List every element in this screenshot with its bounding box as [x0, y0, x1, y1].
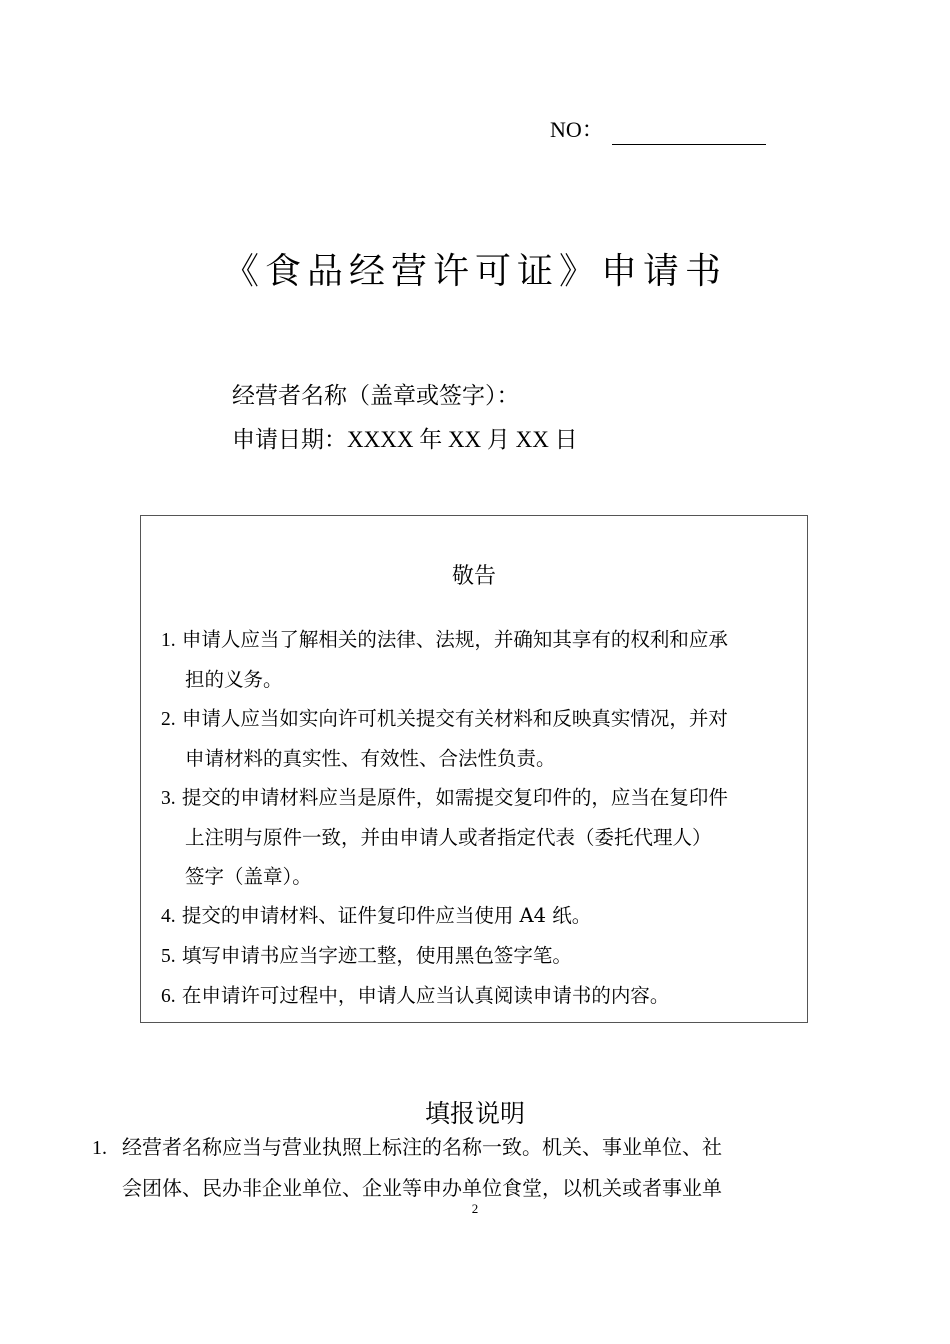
instructions-item-number: 1.: [92, 1137, 107, 1159]
serial-number-label: NO：: [550, 117, 604, 142]
notice-item: [151, 976, 799, 1016]
document-title: 《食品经营许可证》申请书: [222, 251, 727, 292]
notice-item: [151, 699, 799, 778]
apply-date-label: 申请日期：: [232, 427, 347, 453]
notice-item: [151, 620, 799, 699]
notice-box: [140, 515, 808, 1023]
notice-title: 敬告: [451, 564, 496, 589]
instructions-item-text: 经营者名称应当与营业执照上标注的名称一致。机关、事业单位、社: [122, 1135, 722, 1159]
instructions-item-text: 会团体、民办非企业单位、企业等申办单位食堂，以机关或者事业单: [122, 1176, 722, 1200]
notice-item-number: 2.: [161, 709, 176, 730]
notice-item: [151, 896, 799, 936]
page-number: 2: [471, 1201, 479, 1216]
notice-item-text: 申请人应当了解相关的法律、法规，并确知其享有的权利和应承: [181, 628, 728, 651]
notice-item: [151, 936, 799, 976]
operator-name-field: [232, 380, 520, 412]
notice-item-text: 在申请许可过程中，申请人应当认真阅读申请书的内容。: [181, 984, 670, 1007]
notice-item-text: 提交的申请材料、证件复印件应当使用 A4 纸。: [181, 904, 592, 927]
notice-item-text: 填写申请书应当字迹工整，使用黑色签字笔。: [181, 944, 572, 967]
notice-item-number: 5.: [161, 946, 176, 967]
notice-item-number: 1.: [161, 630, 176, 651]
notice-list: [151, 620, 799, 1016]
instructions-item: [92, 1127, 852, 1208]
instructions-title: 填报说明: [424, 1099, 525, 1128]
apply-date-field: [232, 424, 578, 456]
notice-item: [151, 778, 799, 896]
operator-name-label: 经营者名称（盖章或签字）：: [232, 383, 520, 409]
notice-item-text: 担的义务。: [185, 668, 283, 691]
notice-item-text: 提交的申请材料应当是原件，如需提交复印件的，应当在复印件: [181, 786, 728, 809]
notice-item-number: 4.: [161, 906, 176, 927]
notice-item-text: 申请材料的真实性、有效性、合法性负责。: [185, 747, 556, 770]
serial-number-blank: [612, 144, 766, 145]
apply-date-value: XXXX 年 XX 月 XX 日: [347, 427, 578, 452]
notice-item-number: 3.: [161, 788, 176, 809]
notice-item-text: 签字（盖章）。: [185, 865, 312, 888]
notice-item-text: 申请人应当如实向许可机关提交有关材料和反映真实情况，并对: [181, 707, 728, 730]
notice-item-number: 6.: [161, 986, 176, 1007]
notice-item-text: 上注明与原件一致，并由申请人或者指定代表（委托代理人）: [185, 826, 712, 849]
